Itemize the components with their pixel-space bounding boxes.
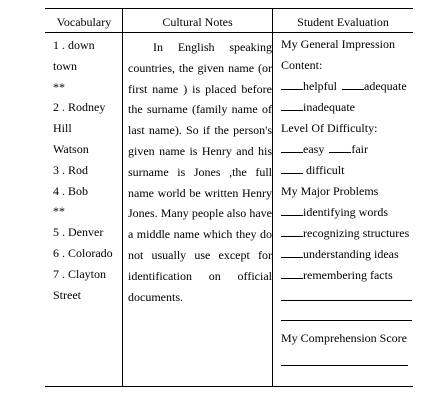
cultural-notes-header: Cultural Notes: [162, 15, 233, 29]
inadequate-row: [281, 100, 355, 115]
vocabulary-item: 4 . Bob: [53, 183, 89, 198]
easy-option: easy: [303, 142, 325, 156]
vocabulary-item: **: [53, 204, 65, 219]
level-of-difficulty-label: Level Of Difficulty:: [281, 121, 378, 135]
content-options-row: [281, 79, 407, 94]
inadequate-option: inadequate: [303, 100, 355, 114]
understanding-ideas-blank[interactable]: [281, 247, 303, 258]
difficulty-options-row: [281, 142, 368, 157]
vocabulary-list: [53, 35, 123, 305]
cultural-notes-text: In English speaking countries, the given name (or first name ) is placed before the surname (family name of last name). So if the person's given name is Henry and his surname is Jones ,the full name world be written Henry Jones. Many people also have a middle name which they do not usually use except for identification on official documents.: [128, 40, 272, 304]
identifying-words-row: [281, 205, 388, 220]
vocabulary-item: **: [53, 79, 65, 94]
comprehension-score-line[interactable]: [281, 365, 408, 366]
vocabulary-item: town: [53, 58, 77, 73]
header-divider: [45, 32, 413, 33]
helpful-option: helpful: [303, 79, 337, 93]
vocabulary-item: Hill: [53, 121, 72, 136]
identifying-words-blank[interactable]: [281, 205, 303, 216]
recognizing-structures-blank[interactable]: [281, 226, 303, 237]
vocabulary-item: Street: [53, 287, 81, 302]
vocabulary-item: 5 . Denver: [53, 225, 104, 240]
general-impression-label: My General Impression: [281, 37, 395, 51]
difficult-option: difficult: [306, 163, 345, 177]
vocabulary-item: Watson: [53, 141, 89, 156]
helpful-blank[interactable]: [281, 79, 303, 90]
problems-answer-line-2[interactable]: [281, 320, 412, 321]
student-evaluation-header: Student Evaluation: [297, 15, 389, 29]
recognizing-structures-option: recognizing structures: [303, 226, 410, 240]
remembering-facts-option: remembering facts: [303, 268, 393, 282]
vocabulary-item: 2 . Rodney: [53, 100, 106, 115]
table-bottom-border: [45, 386, 413, 387]
remembering-facts-row: [281, 268, 393, 283]
vocabulary-header: Vocabulary: [56, 15, 112, 29]
adequate-blank[interactable]: [342, 79, 364, 90]
table-top-border: [45, 8, 413, 9]
fair-option: fair: [351, 142, 368, 156]
vocabulary-item: 3 . Rod: [53, 162, 89, 177]
comprehension-score-label: My Comprehension Score: [281, 331, 407, 345]
column-divider-2: [272, 8, 273, 386]
identifying-words-option: identifying words: [303, 205, 388, 219]
understanding-ideas-option: understanding ideas: [303, 247, 399, 261]
adequate-option: adequate: [364, 79, 407, 93]
vocabulary-item: 7 . Clayton: [53, 266, 106, 281]
content-label: Content:: [281, 58, 323, 72]
problems-answer-line-1[interactable]: [281, 300, 412, 301]
vocabulary-item: 6 . Colorado: [53, 245, 113, 260]
easy-blank[interactable]: [281, 142, 303, 153]
vocabulary-item: 1 . down: [53, 38, 95, 52]
difficult-row: [281, 163, 344, 178]
fair-blank[interactable]: [329, 142, 351, 153]
major-problems-label: My Major Problems: [281, 184, 379, 198]
understanding-ideas-row: [281, 247, 399, 262]
remembering-facts-blank[interactable]: [281, 268, 303, 279]
difficult-blank[interactable]: [281, 163, 303, 174]
inadequate-blank[interactable]: [281, 100, 303, 111]
recognizing-structures-row: [281, 226, 409, 241]
